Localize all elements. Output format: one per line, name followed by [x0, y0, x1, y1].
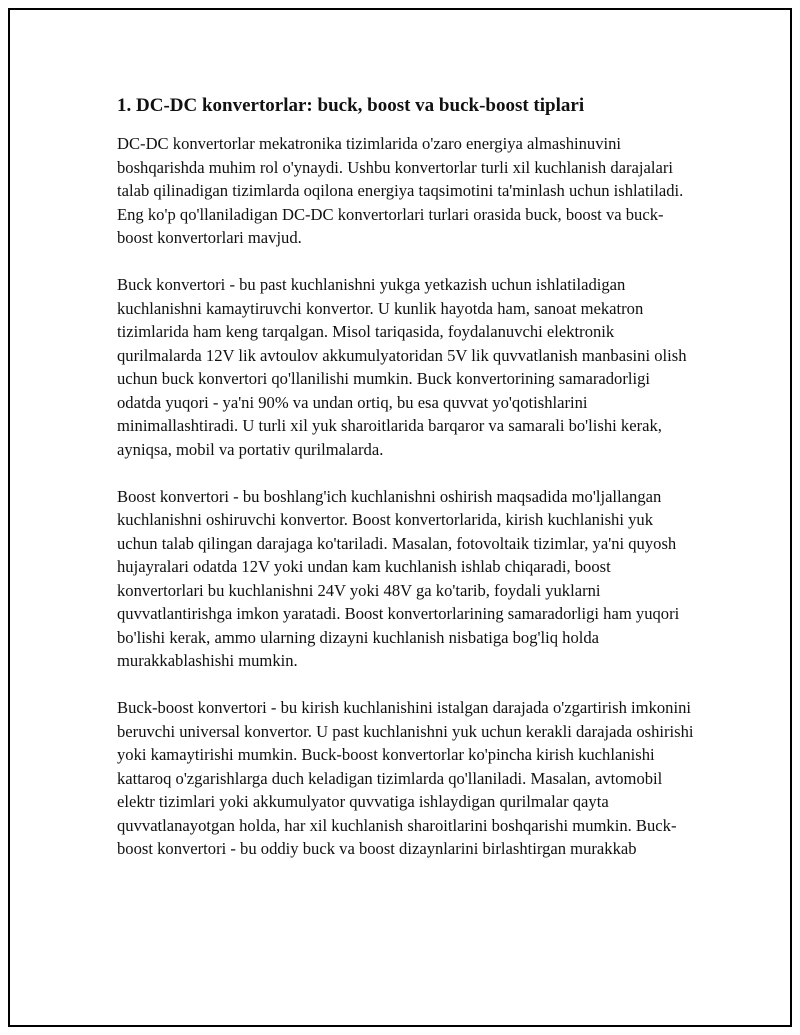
section-title: 1. DC-DC konvertorlar: buck, boost va buck-boost tiplari: [117, 95, 585, 116]
document-body: [117, 94, 697, 861]
paragraph-buck-boost: Buck-boost konvertori - bu kirish kuchlanishini istalgan darajada o'zgartirish imkonini beruvchi universal konvertor. U past kuchlanishni yuk uchun kerakli darajada oshirishi yoki kamaytirishi mumkin. Buck-boost konvertorlar ko'pincha kirish kuchlanishi kattaroq o'zgarishlarga duch keladigan tizimlarda qo'llaniladi. Masalan, avtomobil elektr tizimlari yoki akkumulyator quvvatiga ishlaydigan qurilmalar qayta quvvatlanayotgan holda, har xil kuchlanish sharoitlarini boshqarishi mumkin. Buck-boost konvertori - bu oddiy buck va boost dizaynlarini birlashtirgan murakkab: [117, 698, 694, 858]
paragraph-intro: DC-DC konvertorlar mekatronika tizimlarida o'zaro energiya almashinuvini boshqarishda muhim rol o'ynaydi. Ushbu konvertorlar turli xil kuchlanish darajalari talab qilinadigan tizimlarda oqilona energiya taqsimotini ta'minlash uchun ishlatiladi. Eng ko'p qo'llaniladigan DC-DC konvertorlari turlari orasida buck, boost va buck-boost konvertorlari mavjud.: [117, 134, 684, 247]
paragraph-buck: Buck konvertori - bu past kuchlanishni yukga yetkazish uchun ishlatiladigan kuchlanishni kamaytiruvchi konvertor. U kunlik hayotda ham, sanoat mekatron tizimlarida ham keng tarqalgan. Misol tariqasida, foydalanuvchi elektronik qurilmalarda 12V lik avtoulov akkumulyatoridan 5V lik quvvatlanish manbasini olish uchun buck konvertori qo'llanilishi mumkin. Buck konvertorining samaradorligi odatda yuqori - ya'ni 90% va undan ortiq, bu esa quvvat yo'qotishlarini minimallashtiradi. U turli xil yuk sharoitlarida barqaror va samarali bo'lishi kerak, ayniqsa, mobil va portativ qurilmalarda.: [117, 275, 687, 459]
paragraph-boost: Boost konvertori - bu boshlang'ich kuchlanishni oshirish maqsadida mo'ljallangan kuchlanishni oshiruvchi konvertor. Boost konvertorlarida, kirish kuchlanishi yuk uchun talab qilingan darajaga ko'tariladi. Masalan, fotovoltaik tizimlar, ya'ni quyosh hujayralari odatda 12V yoki undan kam kuchlanish ishlab chiqaradi, boost konvertorlari bu kuchlanishni 24V yoki 48V ga ko'tarib, foydali yuklarni quvvatlantirishga imkon yaratadi. Boost konvertorlarining samaradorligi ham yuqori bo'lishi kerak, ammo ularning dizayni kuchlanish nisbatiga bog'liq holda murakkablashishi mumkin.: [117, 486, 680, 670]
